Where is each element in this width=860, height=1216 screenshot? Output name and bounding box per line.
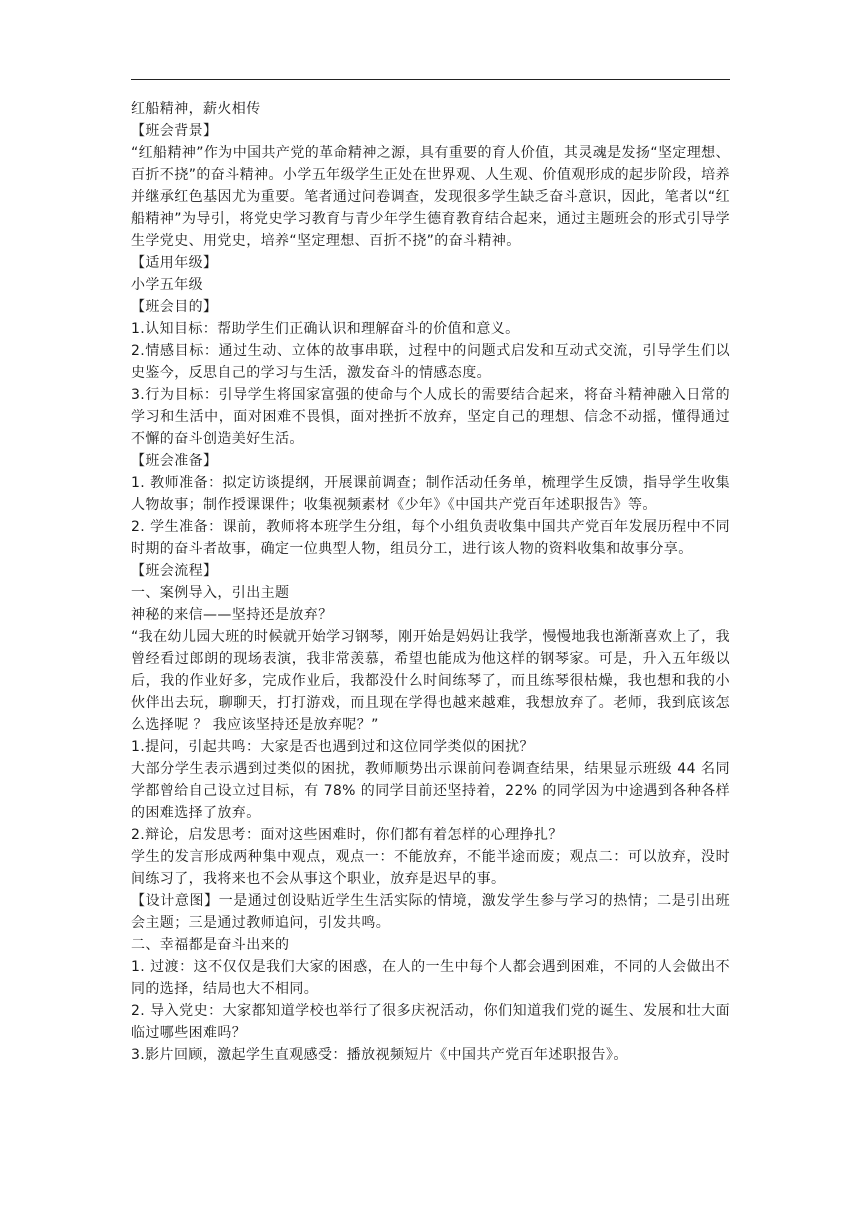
section-heading-goals: 【班会目的】 — [131, 299, 218, 315]
prep-student: 2. 学生准备：课前，教师将本班学生分组，每个小组负责收集中国共产党百年发展历程中不同时期的奋斗者故事，确定一位典型人物，组员分工，进行该人物的资料收集和故事分享。 — [131, 519, 730, 557]
paragraph-background: “红船精神”作为中国共产党的革命精神之源，具有重要的育人价值，其灵魂是发扬“坚定理想、百折不挠”的奋斗精神。小学五年级学生正处在世界观、人生观、价值观形成的起步阶段，培养并继承红色基因尤为重要。笔者通过问卷调查，发现很多学生缺乏奋斗意识，因此，笔者以“红船精神”为导引，将党史学习教育与青少年学生德育教育结合起来，通过主题班会的形式引导学生学党史、用党史，培养“坚定理想、百折不挠”的奋斗精神。 — [131, 145, 730, 249]
subheading-letter: 神秘的来信——坚持还是放弃？ — [131, 607, 333, 623]
document-body — [131, 98, 730, 1066]
section-heading-background: 【班会背景】 — [131, 123, 218, 139]
paragraph-survey: 大部分学生表示遇到过类似的困扰，教师顺势出示课前问卷调查结果，结果显示班级 44 名同学都曾给自己设立过目标，有 78% 的同学目前还坚持着，22% 的同学因为中途遇到各种各样的困难选择了放弃。 — [131, 761, 730, 821]
prep-teacher: 1. 教师准备：拟定访谈提纲，开展课前调查；制作活动任务单，梳理学生反馈，指导学生收集人物故事；制作授课课件；收集视频素材《少年》《中国共产党百年述职报告》等。 — [131, 475, 730, 513]
step-question: 1.提问，引起共鸣：大家是否也遇到过和这位同学类似的困扰？ — [131, 739, 534, 755]
section-heading-preparation: 【班会准备】 — [131, 453, 218, 469]
step-party-history: 2. 导入党史：大家都知道学校也举行了很多庆祝活动，你们知道我们党的诞生、发展和壮大面临过哪些困难吗？ — [131, 1003, 730, 1041]
document-title: 红船精神，薪火相传 — [131, 101, 261, 117]
header-rule — [131, 79, 730, 80]
section-heading-grade: 【适用年级】 — [131, 255, 218, 271]
step-film-review: 3.影片回顾，激起学生直观感受：播放视频短片《中国共产党百年述职报告》。 — [131, 1047, 628, 1063]
paragraph-design-intent: 【设计意图】一是通过创设贴近学生生活实际的情境，激发学生参与学习的热情；二是引出班会主题；三是通过教师追问，引发共鸣。 — [131, 893, 730, 931]
paragraph-letter: “我在幼儿园大班的时候就开始学习钢琴，刚开始是妈妈让我学，慢慢地我也渐渐喜欢上了，我曾经看过郎朗的现场表演，我非常羡慕，希望也能成为他这样的钢琴家。可是，升入五年级以后，我的作业好多，完成作业后，我都没什么时间练琴了，而且练琴很枯燥，我也想和我的小伙伴出去玩，聊聊天，打打游戏，而且现在学得也越来越难，我想放弃了。老师，我到底该怎么选择呢 ？ 我应该坚持还是放弃呢？” — [131, 629, 730, 733]
subheading-happiness: 二、幸福都是奋斗出来的 — [131, 937, 290, 953]
goal-behavioral: 3.行为目标：引导学生将国家富强的使命与个人成长的需要结合起来，将奋斗精神融入日常的学习和生活中，面对困难不畏惧，面对挫折不放弃，坚定自己的理想、信念不动摇，懂得通过不懈的奋斗创造美好生活。 — [131, 387, 730, 447]
paragraph-viewpoints: 学生的发言形成两种集中观点，观点一：不能放弃，不能半途而废；观点二：可以放弃，没时间练习了，我将来也不会从事这个职业，放弃是迟早的事。 — [131, 849, 730, 887]
paragraph-grade: 小学五年级 — [131, 277, 203, 293]
goal-cognitive: 1.认知目标：帮助学生们正确认识和理解奋斗的价值和意义。 — [131, 321, 520, 337]
step-transition: 1. 过渡：这不仅仅是我们大家的困惑，在人的一生中每个人都会遇到困难，不同的人会做出不同的选择，结局也大不相同。 — [131, 959, 730, 997]
section-heading-process: 【班会流程】 — [131, 563, 218, 579]
goal-emotional: 2.情感目标：通过生动、立体的故事串联，过程中的问题式启发和互动式交流，引导学生们以史鉴今，反思自己的学习与生活，激发奋斗的情感态度。 — [131, 343, 730, 381]
step-debate: 2.辩论，启发思考：面对这些困难时，你们都有着怎样的心理挣扎？ — [131, 827, 563, 843]
subheading-case-intro: 一、案例导入，引出主题 — [131, 585, 290, 601]
